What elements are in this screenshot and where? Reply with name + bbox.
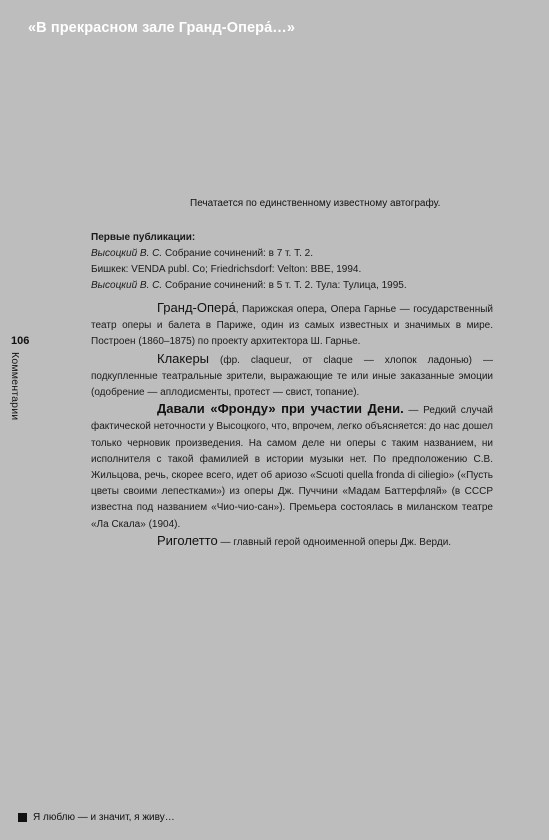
publication-text: Собрание сочинений: в 7 т. Т. 2. (162, 248, 313, 259)
commentary-entry (91, 300, 493, 351)
entry-text: , Парижская опера, Опера Гарнье — государственный театр оперы и балета в Париже, один из самых известных и значимых в мире. Построен (1860–1875) по проекту архитектора Ш. Гарнье. (91, 304, 493, 348)
entry-term: Риголетто (157, 532, 218, 548)
entry-text: (фр. claqueur, от claque — хлопок ладонью) — подкупленные театральные зрители, выражающие те или иные заказанные эмоции (одобрение — аплодисменты, протест — свист, топание). (91, 354, 493, 399)
page-number: 106 (11, 335, 30, 347)
entry-text: — Редкий случай фактической неточности у Высоцкого, что, впрочем, легко объясняется: до нас дошел только черновик произведения. На самом деле ни оперы с таким названием, ни исполнителя с такой фамилией в истории музыки нет. По предположению С.В. Жильцова, речь, скорее всего, идет об ариозо «Scuoti quella fronda di ciliegio» («Пусть цветы своими лепестками») из оперы Дж. Пуччини «Мадам Баттерфляй» (в СССР известна под названием «Чио-чио-сан»). Премьера состоялась в миланском театре «Ла Скала» (1904). (91, 405, 493, 530)
commentary-entries (91, 300, 493, 551)
commentary-entry (91, 533, 493, 551)
entry-term: Давали «Фронду» при участии Дени. (157, 401, 404, 417)
entry-text: — главный герой одноименной оперы Дж. Верди. (217, 536, 452, 548)
publication-author: Высоцкий В. С. (91, 280, 163, 291)
footer-title: Я люблю — и значит, я живу… (33, 812, 175, 823)
entry-term: Клакеры (157, 350, 210, 366)
commentary-entry (91, 401, 493, 533)
commentary-entry (91, 351, 493, 402)
publications-heading: Первые публикации: (91, 232, 196, 243)
section-label: Комментарии (9, 352, 21, 421)
square-bullet-icon (18, 813, 27, 822)
publication-text: Бишкек: VENDA publ. Co; Friedrichsdorf: Velton: BBE, 1994. (91, 264, 362, 275)
publication-item (91, 246, 511, 262)
footer (18, 812, 175, 823)
publication-text: Собрание сочинений: в 5 т. Т. 2. Тула: Тулица, 1995. (162, 280, 407, 291)
publication-item (91, 262, 511, 278)
publications-block (91, 230, 511, 294)
running-head: «В прекрасном зале Гранд-Опера́…» (28, 20, 296, 36)
source-note: Печатается по единственному известному автографу. (190, 198, 441, 209)
entry-term: Гранд-Опера́ (157, 300, 236, 315)
publication-item (91, 278, 511, 294)
publication-author: Высоцкий В. С. (91, 248, 163, 259)
